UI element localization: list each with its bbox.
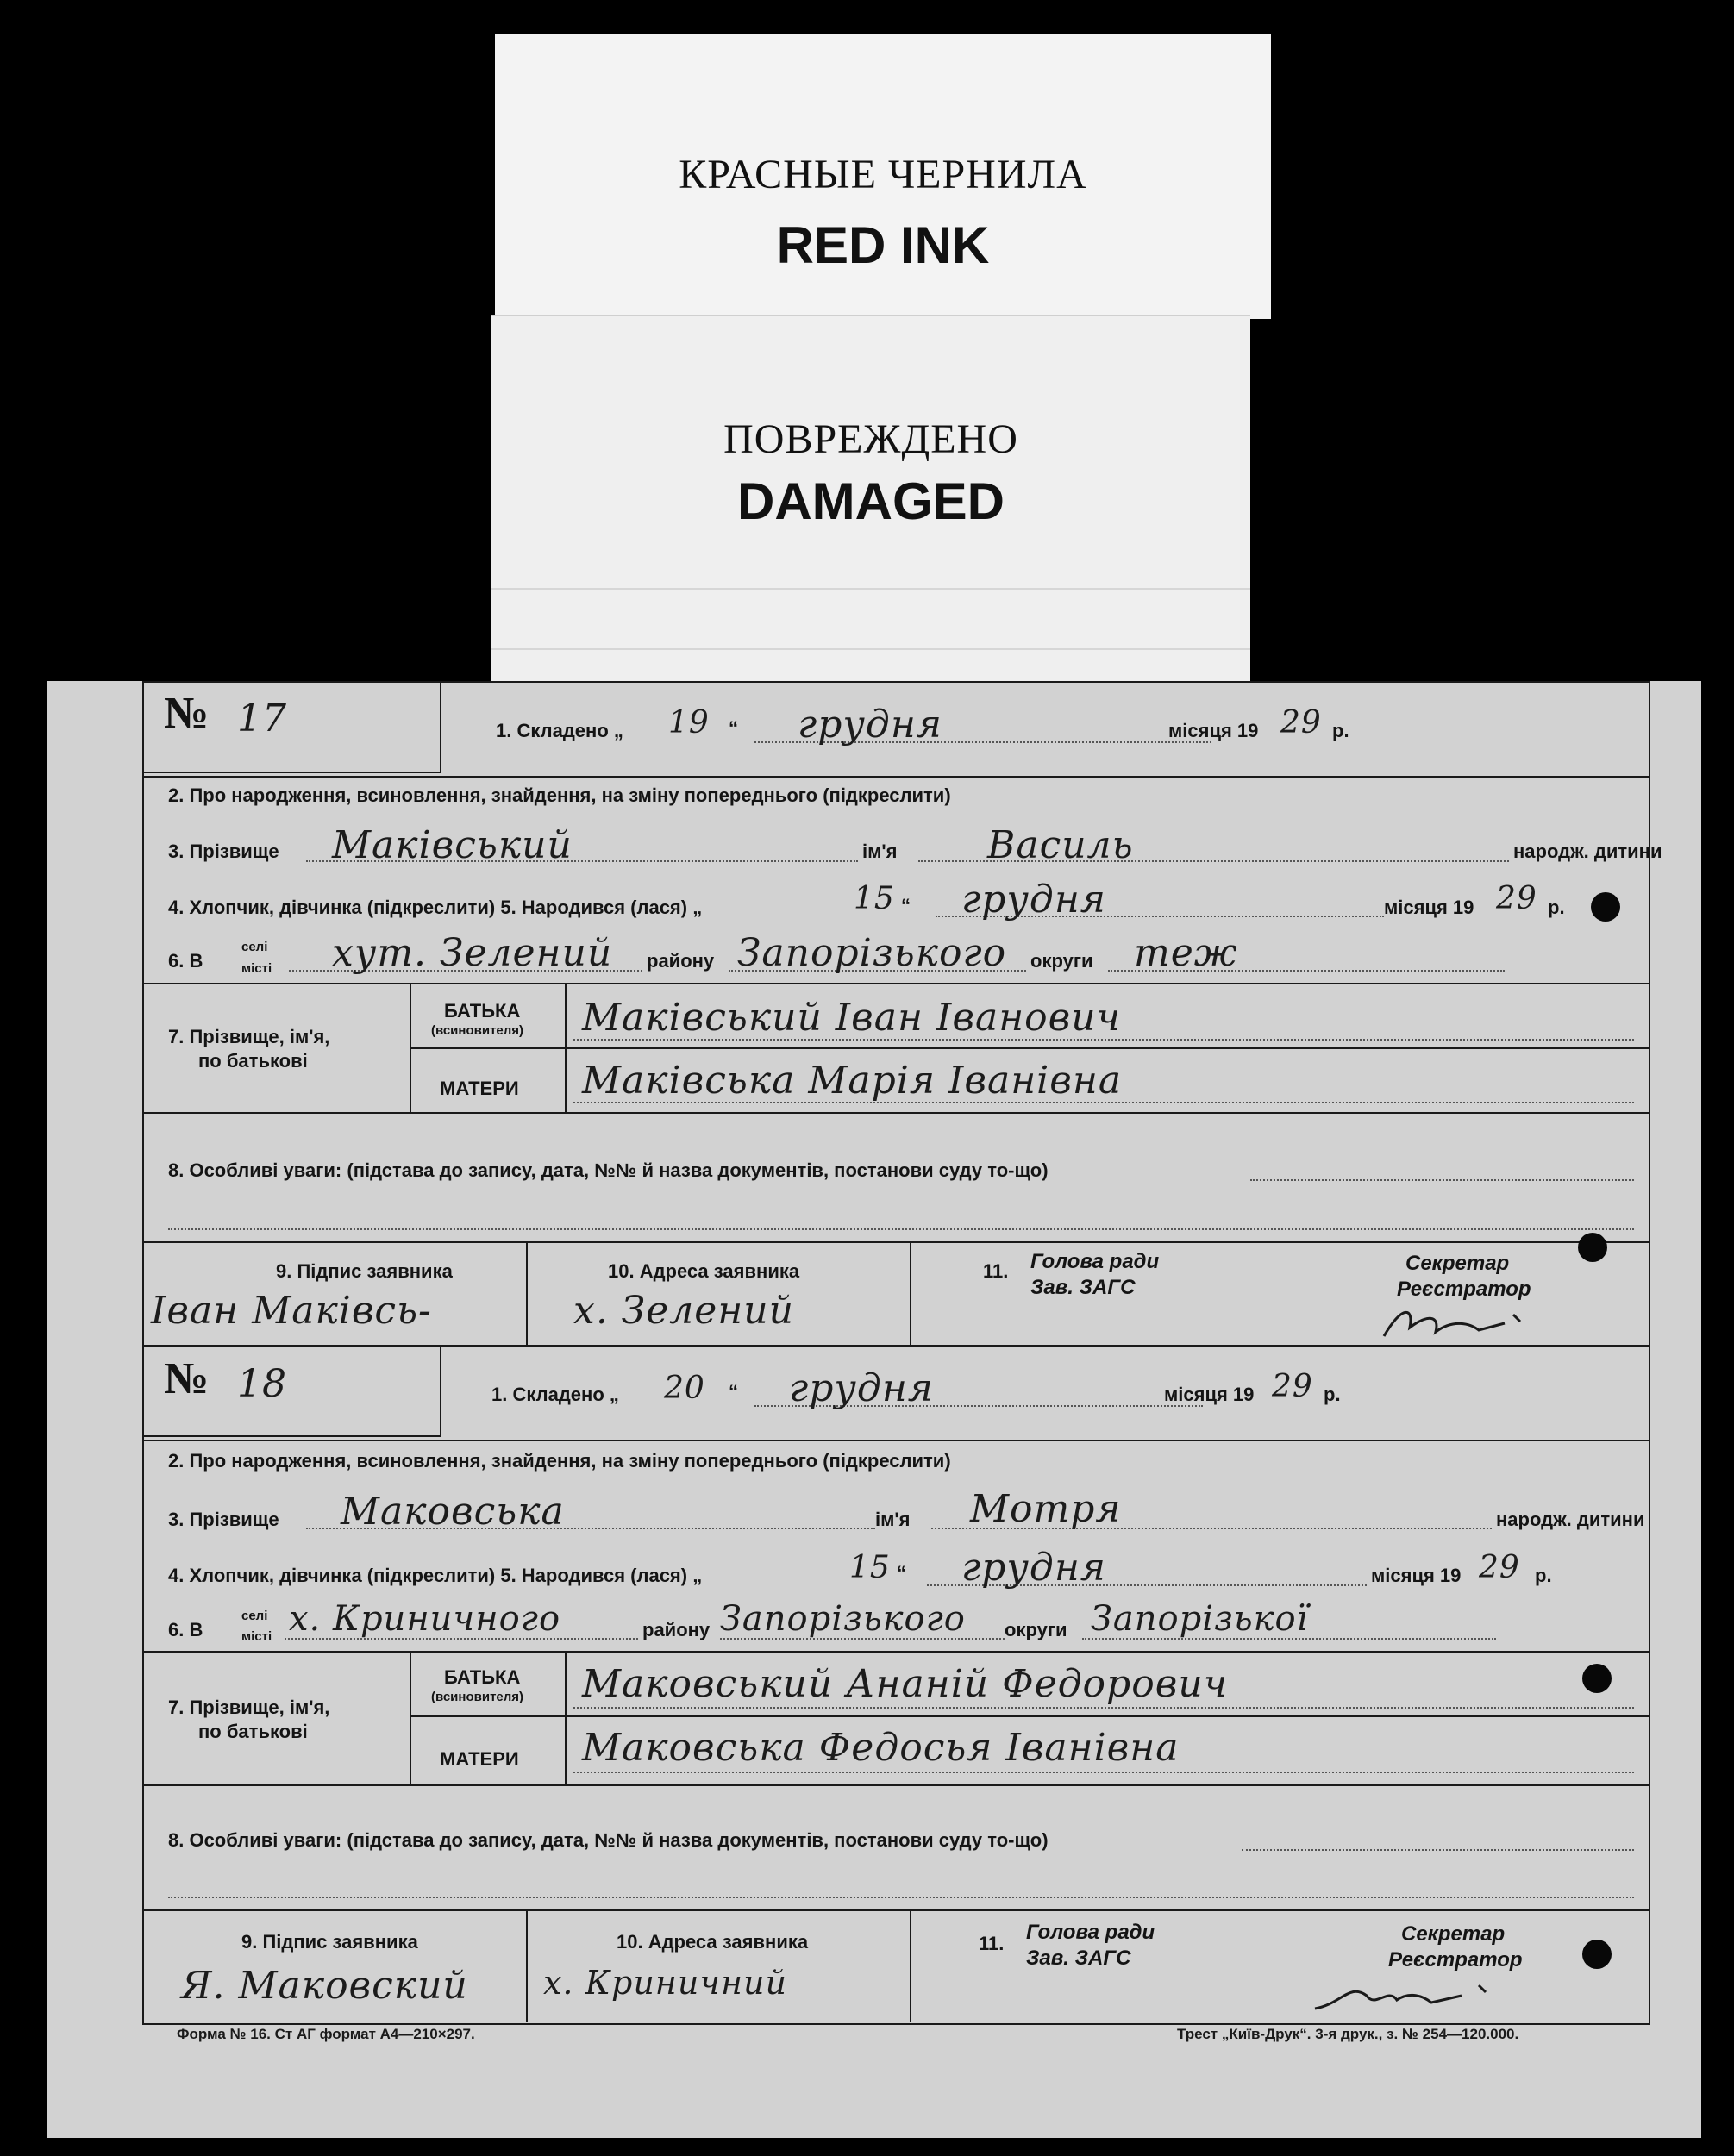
compiled-day: 19: [668, 705, 710, 741]
birth-month: грудня: [961, 878, 1106, 922]
applicant-signature: Я. Маковский: [181, 1964, 468, 2008]
special-notes-label: 8. Особливі уваги: (підстава до запису, дата, №№ й назва документів, постанови суду то-що): [168, 1829, 1049, 1851]
name-value: Мотря: [970, 1487, 1122, 1531]
surname-label: 3. Прізвище: [168, 1509, 279, 1530]
month-label: місяця 19: [1168, 720, 1259, 741]
applicant-signature-label: 9. Підпис заявника: [276, 1260, 453, 1282]
birth-year: 29: [1496, 881, 1537, 916]
red-ink-label-ru: КРАСНЫЕ ЧЕРНИЛА: [679, 152, 1087, 197]
punch-hole: [1582, 1940, 1612, 1969]
punch-hole: [1591, 892, 1620, 922]
father-name: Маківський Іван Іванович: [582, 996, 1121, 1040]
compiled-label: 1. Складено „: [491, 1384, 619, 1405]
special-notes-label: 8. Особливі уваги: (підстава до запису, дата, №№ й назва документів, постанови суду то-що): [168, 1159, 1049, 1181]
sex-born-label: 4. Хлопчик, дівчинка (підкреслити) 5. Народився (лася) „: [168, 1565, 703, 1586]
parents-label: 7. Прізвище, ім'я,: [168, 1026, 330, 1047]
compiled-year: 29: [1280, 705, 1322, 741]
record-kind-label: 2. Про народження, всиновлення, знайдення, на зміну попереднього (підкреслити): [168, 1450, 951, 1472]
place-value: хут. Зелений: [332, 931, 613, 975]
damaged-note: [491, 315, 1250, 696]
red-ink-label-en: RED INK: [776, 216, 990, 274]
red-ink-note: [495, 34, 1271, 319]
name-label: ім'я: [875, 1509, 911, 1530]
head-title: Голова ради: [1026, 1921, 1155, 1944]
sex-born-label: 4. Хлопчик, дівчинка (підкреслити) 5. Народився (лася) „: [168, 897, 703, 918]
fold-line: [491, 588, 1250, 590]
birth-month: грудня: [961, 1546, 1106, 1590]
registrar-title: Реєстратор: [1397, 1278, 1531, 1301]
birth-day: 15: [854, 881, 895, 916]
father-label: БАТЬКА: [444, 1666, 521, 1688]
applicant-address-label: 10. Адреса заявника: [608, 1260, 800, 1282]
compiled-month: грудня: [798, 703, 942, 747]
mother-name: Маковська Федосья Іванівна: [582, 1726, 1180, 1770]
form-footer-left: Форма № 16. Ст АГ формат А4—210×297.: [177, 2026, 475, 2042]
district-value: Запорізького: [720, 1599, 966, 1639]
okrug-value: Запорізької: [1091, 1599, 1309, 1639]
mother-label: МАТЕРИ: [440, 1748, 519, 1770]
record-number: 18: [237, 1362, 287, 1406]
registrar-title: Реєстратор: [1388, 1948, 1523, 1972]
zags-title: Зав. ЗАГС: [1030, 1276, 1136, 1299]
surname-value: Маківський: [332, 823, 573, 867]
birth-year: 29: [1479, 1550, 1520, 1585]
district-value: Запорізького: [737, 931, 1007, 975]
compiled-year: 29: [1272, 1369, 1313, 1404]
punch-hole: [1582, 1664, 1612, 1693]
secretary-title: Секретар: [1401, 1922, 1506, 1946]
damaged-label-ru: ПОВРЕЖДЕНО: [723, 416, 1018, 462]
place-value: х. Криничного: [289, 1599, 561, 1639]
name-label: ім'я: [862, 841, 898, 862]
damaged-label-en: DAMAGED: [737, 472, 1005, 530]
name-value: Василь: [987, 823, 1134, 867]
record-number-sign: №: [164, 689, 210, 738]
record-number: 17: [237, 697, 287, 741]
place-label: 6. В: [168, 950, 203, 972]
mother-name: Маківська Марія Іванівна: [582, 1059, 1123, 1103]
okrug-value: теж: [1134, 931, 1238, 975]
zags-title: Зав. ЗАГС: [1026, 1947, 1131, 1970]
father-name: Маковський Ананій Федорович: [582, 1662, 1229, 1706]
mother-label: МАТЕРИ: [440, 1078, 519, 1099]
surname-value: Маковська: [341, 1490, 565, 1534]
form-frame: [142, 681, 1650, 2025]
secretary-title: Секретар: [1405, 1252, 1510, 1275]
parents-label: 7. Прізвище, ім'я,: [168, 1697, 330, 1718]
registrar-signature: [1306, 1970, 1513, 2022]
applicant-address: х. Криничний: [543, 1964, 787, 2002]
fold-line: [491, 648, 1250, 650]
surname-label: 3. Прізвище: [168, 841, 279, 862]
applicant-signature: Іван Маківсь-: [151, 1289, 432, 1333]
father-label: БАТЬКА: [444, 1000, 521, 1022]
compiled-month: грудня: [789, 1366, 934, 1410]
punch-hole: [1578, 1233, 1607, 1262]
place-label: 6. В: [168, 1619, 203, 1640]
head-title: Голова ради: [1030, 1250, 1160, 1273]
record-kind-label: 2. Про народження, всиновлення, знайдення, на зміну попереднього (підкреслити): [168, 784, 951, 806]
form-footer-right: Трест „Київ-Друк“. 3-я друк., з. № 254—120.000.: [1177, 2026, 1519, 2042]
applicant-address: х. Зелений: [573, 1289, 794, 1333]
applicant-address-label: 10. Адреса заявника: [617, 1931, 809, 1953]
birth-register-form: № 17 1. Складено „ 19 “ грудня місяця 19 29 р. 2. Про народження, всиновлення, знайдення, на зміну попереднього (підкреслити) 3. Прізвище Маківський ім'я Василь народж. дитини 4. Хлопчик, дівчинка (підкреслити) 5. Народився (лася) „ 15 “ грудня місяця 19 29 р. 6. В селі місті хут. Зелений району Запорізького округи теж 7. Прізвище, ім'я, по батькові БАТЬКА (всиновителя) Маківський Іван Іванович МАТЕРИ Маківська Марія Іванівна 8. Особливі уваги: (підстава до запису, дата, №№ й назва документів, постанови суду то-що) 9. Підпис заявника Іван Маківсь- 10. Адреса заявника х. Зелений 11. Голова ради Зав. ЗАГС Секретар Реєстратор № 18 1. Складено „ 20 “ грудня місяця 19 29 р. 2. Про народження, всиновлення, знайдення, на зміну попереднього (підкреслити) 3. Прізвище Маковська ім'я Мотря народж. дитини 4. Хлопчик, дівчинка (підкреслити) 5. Народився (лася) „ 15 “ грудня місяця 19 29 р. 6. В селі місті х. Криничного району Запорізького округи Запорізької 7. Прізвище, ім'я, по батькові БАТЬКА (всиновителя) Маковський Ананій Федорович МАТЕРИ Маковська Федосья Іванівна 8. Особливі уваги: (підстава до запису, дата, №№ й назва документів, постанови суду то-що) 9. Підпис заявника Я. Маковский 10. Адреса заявника х. Криничний 11. Голова ради Зав. ЗАГС Секретар Реєстратор Форма № 16. Ст АГ формат А4—210×297. Трест „Київ-Друк“. 3-я друк., з. № 254—120.000.: [47, 681, 1701, 2138]
birth-day: 15: [849, 1550, 891, 1585]
record-number-sign: №: [164, 1354, 210, 1403]
registrar-signature: [1375, 1297, 1548, 1349]
compiled-day: 20: [664, 1371, 705, 1406]
compiled-label: 1. Складено „: [496, 720, 623, 741]
applicant-signature-label: 9. Підпис заявника: [241, 1931, 418, 1953]
